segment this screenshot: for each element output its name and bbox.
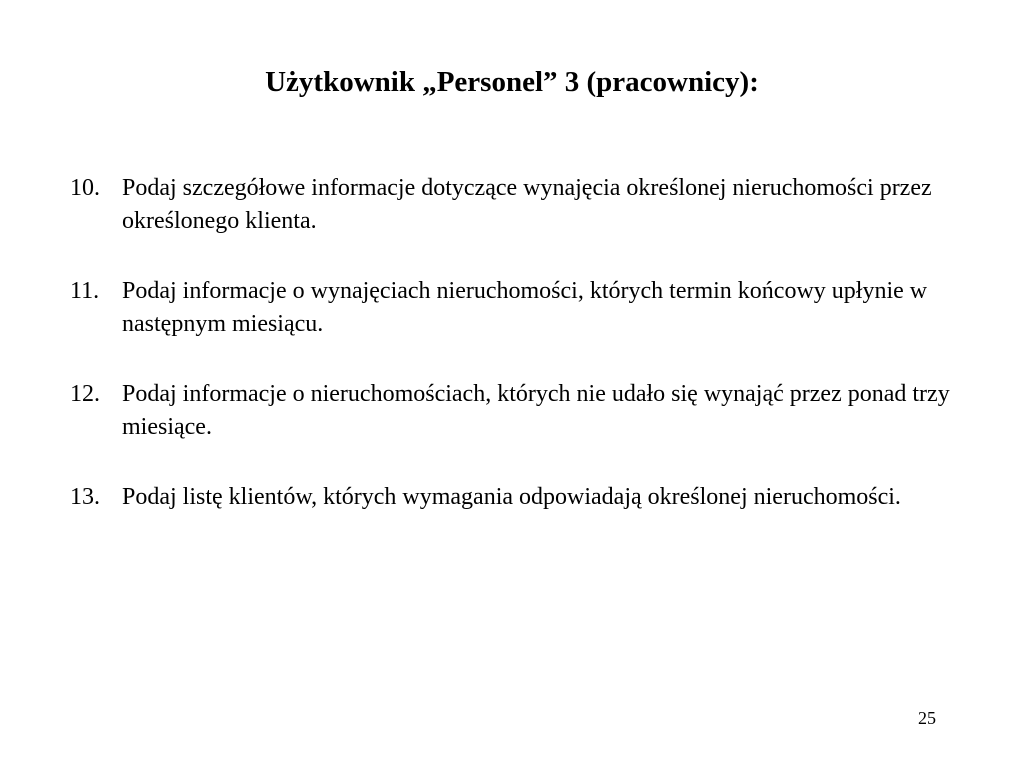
list-item <box>70 172 970 238</box>
slide-title: Użytkownik „Personel” 3 (pracownicy): <box>265 66 759 98</box>
list-item-number: 11. <box>70 278 100 304</box>
page-number: 25 <box>918 708 936 728</box>
list-item-text: Podaj informacje o wynajęciach nieruchomości, których termin końcowy upłynie w następnym miesiącu. <box>122 278 928 337</box>
list-item-text: Podaj szczegółowe informacje dotyczące wynajęcia określonej nieruchomości przez określonego klienta. <box>122 175 932 234</box>
list-item-number: 12. <box>70 381 100 407</box>
list-item-text: Podaj listę klientów, których wymagania odpowiadają określonej nieruchomości. <box>122 484 901 510</box>
query-list <box>70 172 970 551</box>
list-item <box>70 378 970 444</box>
list-item-text: Podaj informacje o nieruchomościach, których nie udało się wynająć przez ponad trzy miesiące. <box>122 381 950 440</box>
list-item-number: 10. <box>70 175 100 201</box>
list-item <box>70 275 970 341</box>
list-item-number: 13. <box>70 484 100 510</box>
list-item <box>70 481 970 514</box>
